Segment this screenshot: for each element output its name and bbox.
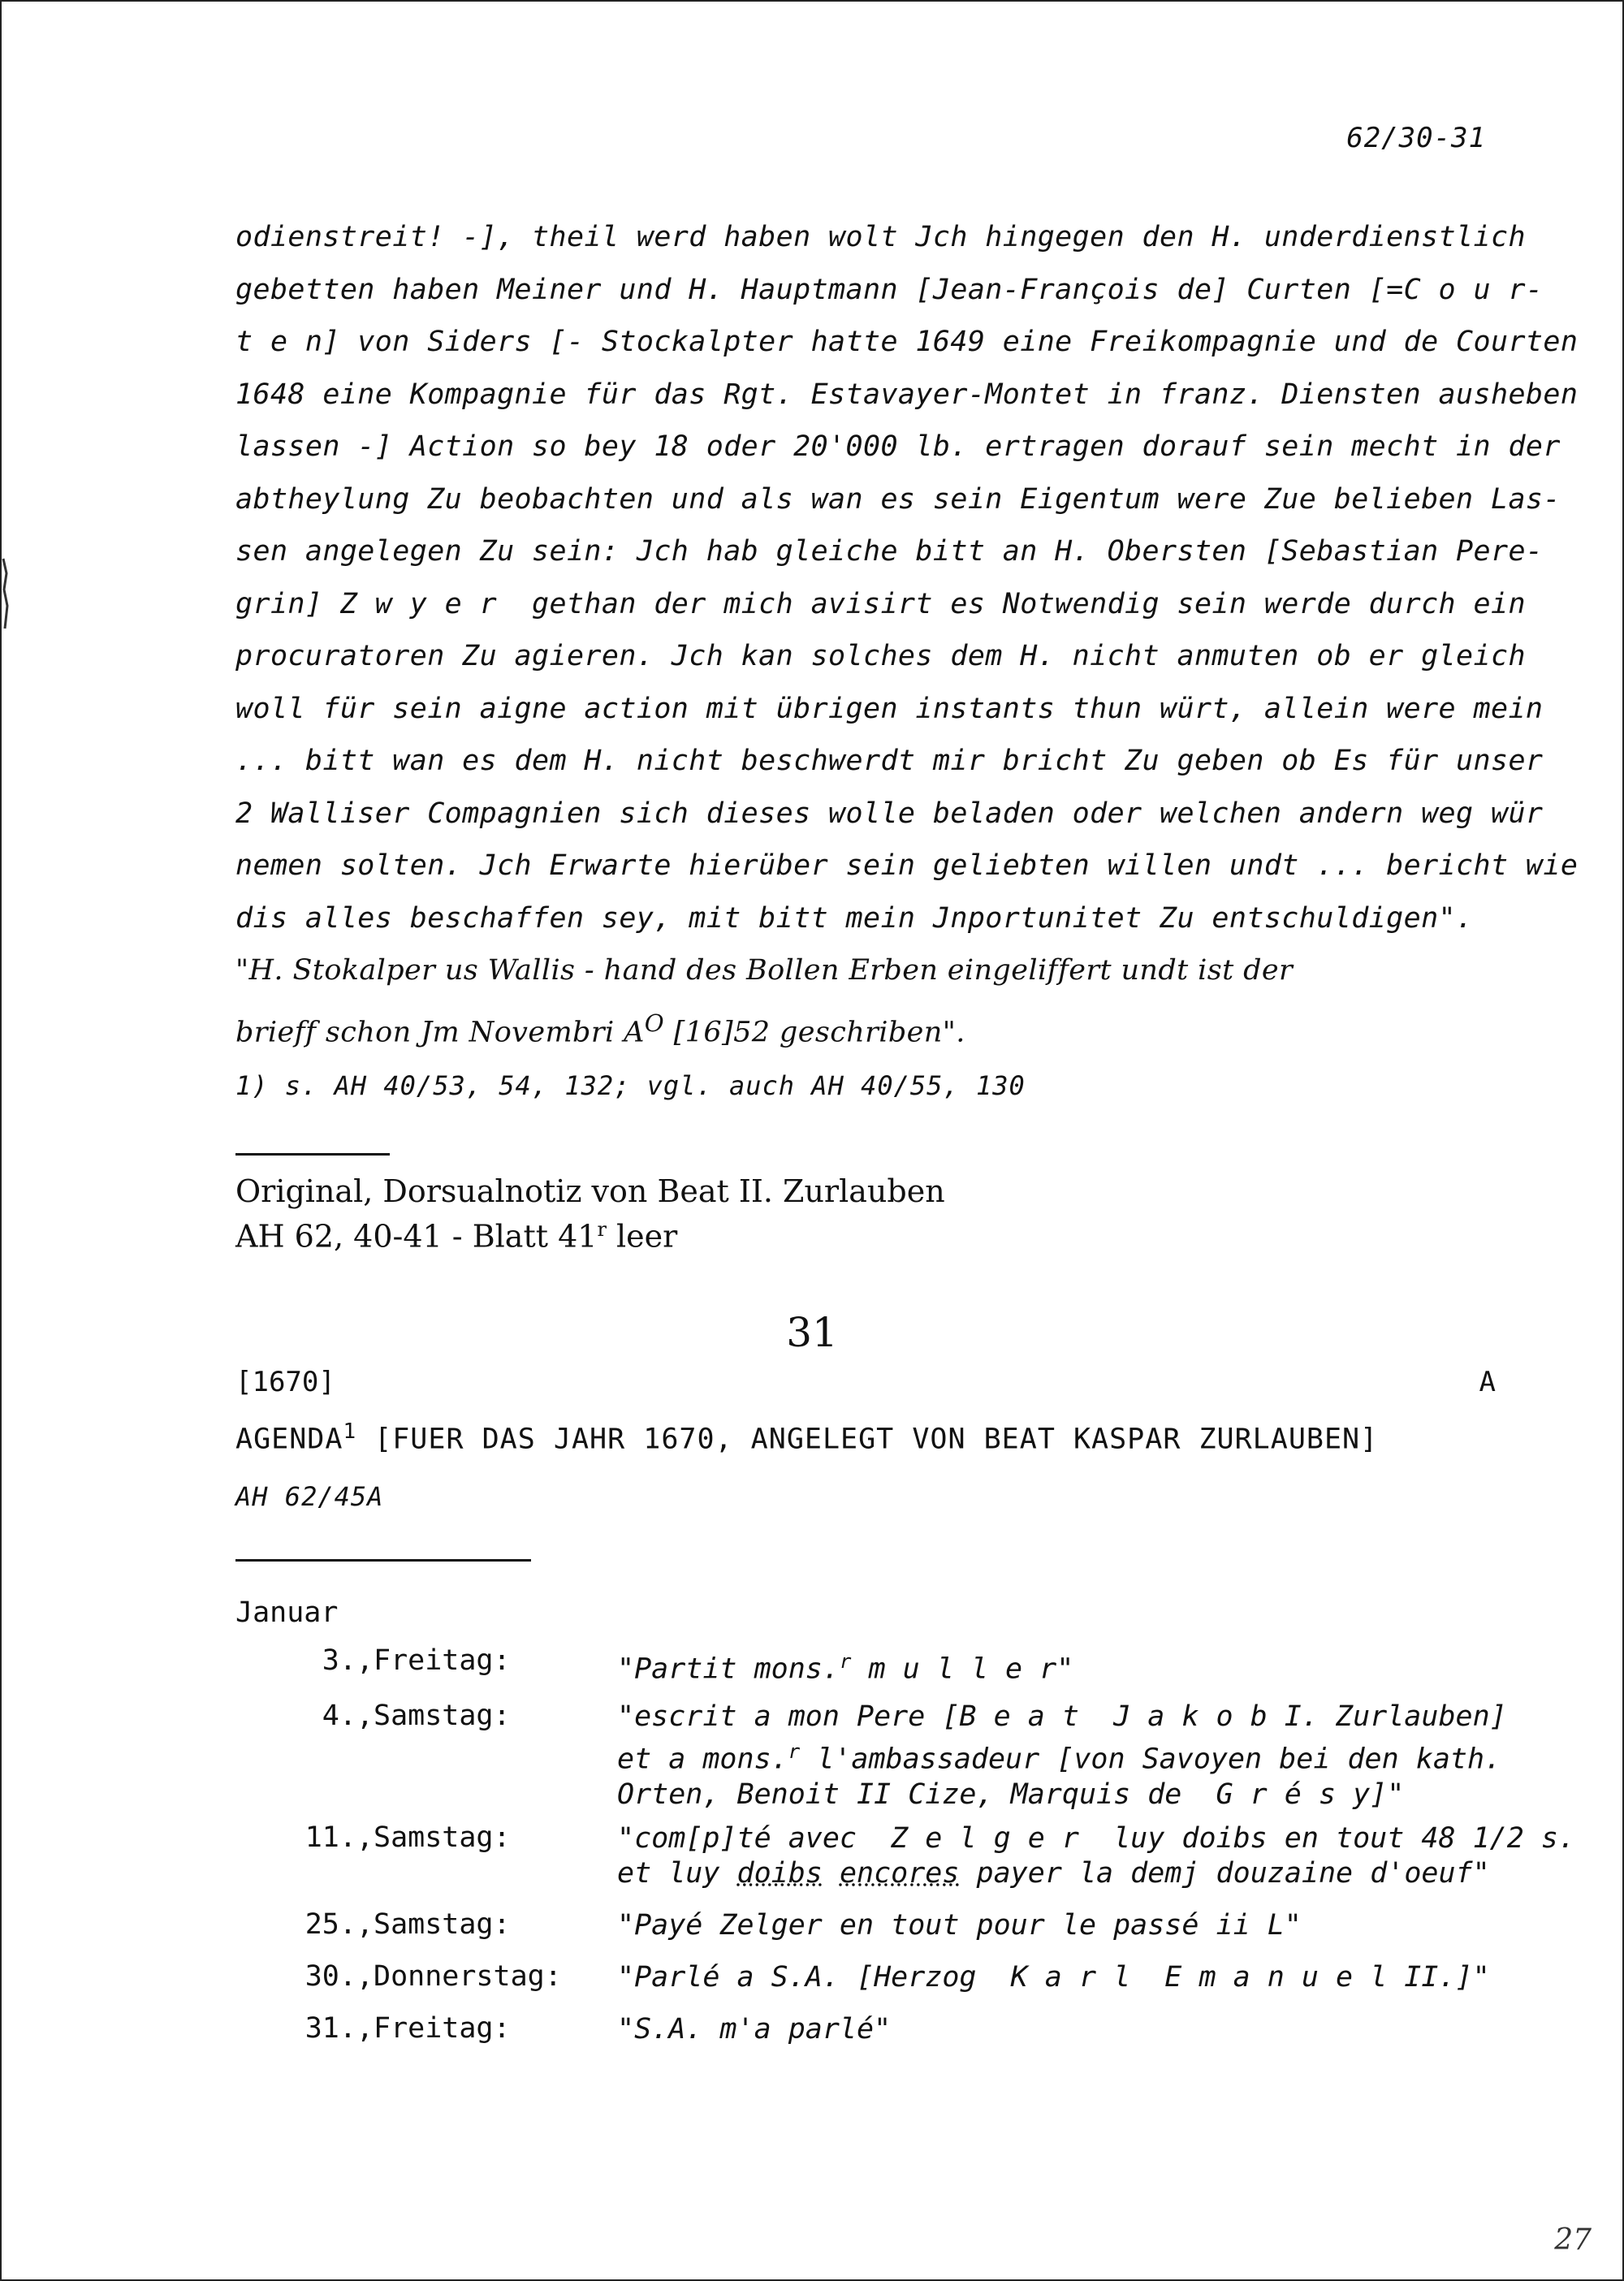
- entry-day: Samstag:: [374, 1821, 511, 1854]
- letter-line: t e n] von Siders [- Stockalpter hatte 1649 eine Freikompagnie und de Courten: [235, 326, 1579, 358]
- note-text: l'ambassadeur [von Savoyen bei den kath.: [800, 1743, 1502, 1776]
- entry-day: Freitag:: [374, 1644, 511, 1677]
- source-text: AH 62, 40-41 - Blatt 41: [235, 1218, 598, 1255]
- entry-date: 11.,: [304, 1821, 374, 1854]
- note-line: [617, 1735, 1507, 1778]
- letter-line: woll für sein aigne action mit übrigen instants thun würt, allein were mein: [235, 692, 1544, 725]
- entry-note: [617, 1821, 1575, 1891]
- dorsal-note-line: [235, 997, 1502, 1059]
- letter-line: abtheylung Zu beobachten und als wan es sein Eigentum were Zue belieben Las-: [235, 482, 1561, 516]
- document-reference: AH 62/45A: [235, 1481, 384, 1512]
- note-text-dotted: doibs: [736, 1857, 823, 1890]
- document-title: [235, 1419, 1378, 1456]
- source-note: [235, 1173, 945, 1256]
- margin-smudge: [0, 557, 13, 630]
- divider: [235, 1559, 531, 1562]
- source-text: leer: [606, 1218, 678, 1255]
- note-text: et luy: [617, 1857, 737, 1890]
- dorsal-text: [16]52 geschriben".: [664, 1016, 965, 1049]
- document-type-mark: A: [1479, 1366, 1496, 1398]
- entry-note: [617, 1644, 1073, 1687]
- title-text: AGENDA: [235, 1423, 343, 1456]
- month-heading: Januar: [235, 1596, 339, 1629]
- note-text-dotted: encores: [839, 1857, 960, 1890]
- entry-day: Samstag:: [374, 1700, 511, 1732]
- document-number: 31: [786, 1309, 838, 1356]
- entry-date: 4.,: [322, 1700, 374, 1732]
- note-superscript: r: [788, 1740, 801, 1763]
- letter-line: dis alles beschaffen sey, mit bitt mein Jnportunitet Zu entschuldigen".: [235, 901, 1474, 935]
- letter-line: lassen -] Action so bey 18 oder 20'000 lb. ertragen dorauf sein mecht in der: [235, 430, 1561, 463]
- title-text: [FUER DAS JAHR 1670, ANGELEGT VON BEAT KASPAR ZURLAUBEN]: [356, 1423, 1379, 1456]
- source-superscript: r: [597, 1218, 607, 1241]
- handwritten-mark: 27: [1554, 2223, 1592, 2257]
- dorsal-note-line: "H. Stokalper us Wallis - hand des Bollen Erben eingeliffert undt ist der: [235, 954, 1294, 987]
- entry-note: [617, 1700, 1507, 1812]
- footnote: 1) s. AH 40/53, 54, 132; vgl. auch AH 40/55, 130: [235, 1070, 1026, 1101]
- divider: [235, 1153, 390, 1156]
- note-text: "Partit mons.: [617, 1652, 840, 1686]
- note-text: et a mons.: [617, 1743, 788, 1776]
- note-text: [823, 1857, 840, 1890]
- letter-line: 2 Walliser Compagnien sich dieses wolle beladen oder welchen andern weg wür: [235, 797, 1544, 830]
- entry-note: "Parlé a S.A. [Herzog K a r l E m a n u e l II.]": [617, 1961, 1490, 1994]
- source-line: [235, 1211, 945, 1256]
- dorsal-text: brieff schon Jm Novembri A: [235, 1016, 645, 1049]
- title-superscript: 1: [343, 1419, 357, 1444]
- document-header: [235, 1366, 1496, 1398]
- entry-note: "S.A. m'a parlé": [617, 2013, 892, 2046]
- letter-text: [235, 211, 1579, 1059]
- source-line: Original, Dorsualnotiz von Beat II. Zurlauben: [235, 1173, 945, 1209]
- letter-line: procuratoren Zu agieren. Jch kan solches dem H. nicht anmuten ob er gleich: [235, 640, 1526, 672]
- letter-line: grin] Z w y e r gethan der mich avisirt es Notwendig sein werde durch ein: [235, 587, 1526, 620]
- letter-line: nemen solten. Jch Erwarte hierüber sein geliebten willen undt ... bericht wie: [235, 849, 1579, 882]
- note-line: "escrit a mon Pere [B e a t J a k o b I. Zurlauben]: [617, 1700, 1507, 1733]
- letter-line: 1648 eine Kompagnie für das Rgt. Estavayer-Montet in franz. Diensten ausheben: [235, 378, 1579, 411]
- letter-line: ... bitt wan es dem H. nicht beschwerdt mir bricht Zu geben ob Es für unser: [235, 745, 1544, 777]
- note-text: payer la demj douzaine d'oeuf": [959, 1857, 1490, 1890]
- letter-line: odienstreit! -], theil werd haben wolt Jch hingegen den H. underdienstlich: [235, 221, 1526, 253]
- note-line: "com[p]té avec Z e l g e r luy doibs en tout 48 1/2 s.: [617, 1822, 1576, 1855]
- letter-line: sen angelegen Zu sein: Jch hab gleiche bitt an H. Obersten [Sebastian Pere-: [235, 535, 1544, 568]
- entry-date: 25.,: [304, 1908, 374, 1941]
- entry-day: Samstag:: [374, 1908, 511, 1941]
- entry-date: 31.,: [304, 2012, 374, 2045]
- entry-note: "Payé Zelger en tout pour le passé ii L": [617, 1909, 1302, 1942]
- letter-line: gebetten haben Meiner und H. Hauptmann [Jean-François de] Curten [=C o u r-: [235, 273, 1544, 306]
- page-number: 62/30-31: [1346, 122, 1486, 154]
- note-text: m u l l e r": [851, 1652, 1074, 1686]
- dorsal-superscript: O: [644, 1009, 665, 1037]
- entry-day: Donnerstag:: [374, 1960, 562, 1993]
- document-date: [1670]: [235, 1366, 335, 1398]
- note-line: [617, 1856, 1575, 1891]
- entry-date: 3.,: [322, 1644, 374, 1677]
- entry-day: Freitag:: [374, 2012, 511, 2045]
- entry-date: 30.,: [304, 1960, 374, 1993]
- note-superscript: r: [839, 1650, 852, 1673]
- note-line: Orten, Benoit II Cize, Marquis de G r é s y]": [617, 1778, 1405, 1811]
